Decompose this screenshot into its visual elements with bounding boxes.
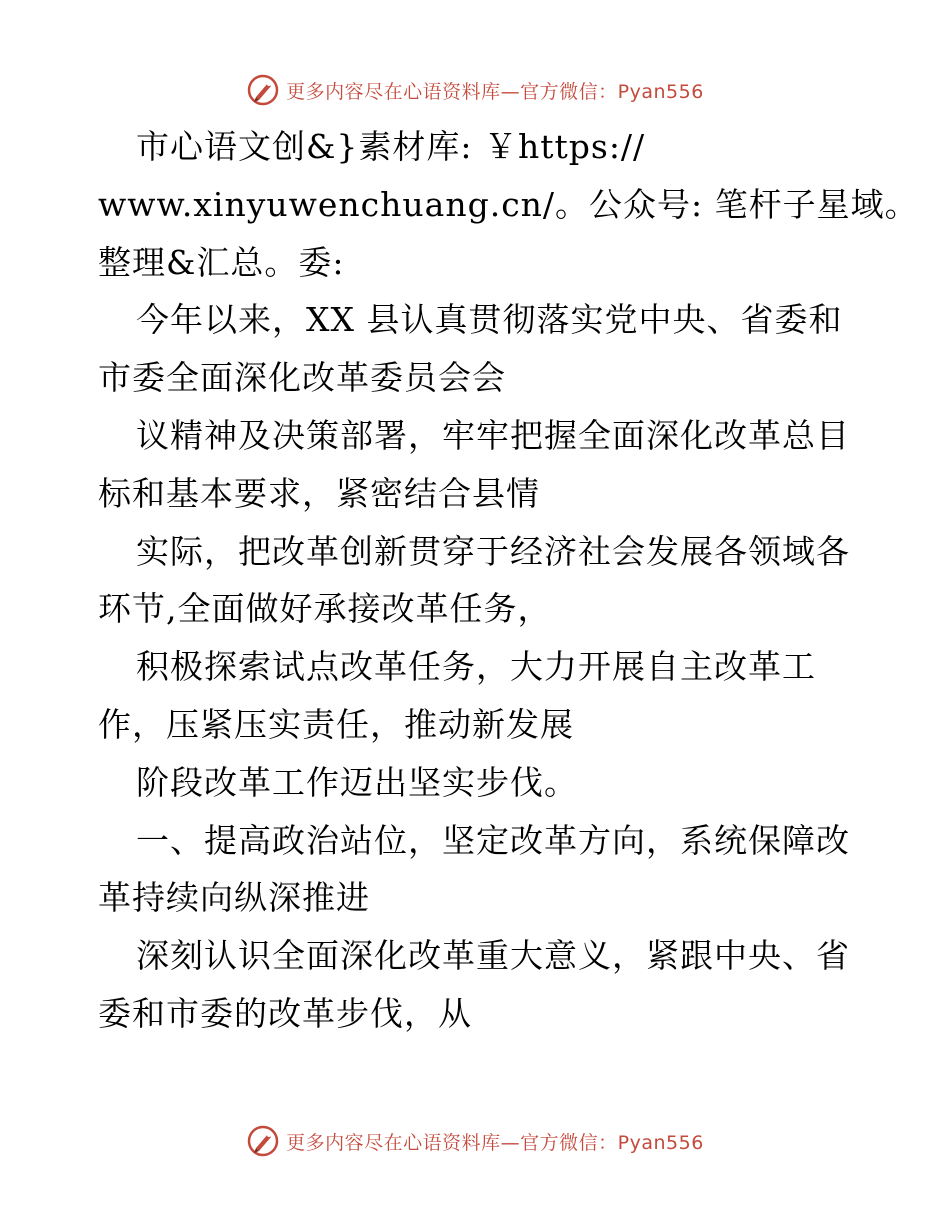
text-line: 今年以来，XX 县认真贯彻落实党中央、省委和	[136, 300, 843, 340]
text-line: 委和市委的改革步伐，从	[98, 993, 472, 1033]
footer-watermark-banner	[0, 1121, 950, 1161]
text-line: 一、提高政治站位，坚定改革方向，系统保障改	[136, 820, 850, 860]
header-watermark-banner	[0, 70, 950, 110]
banner-text: 更多内容尽在心语资料库—官方微信：Pyan556	[286, 1131, 704, 1154]
text-line: 整理&汇总。委:	[98, 242, 345, 282]
text-line: 阶段改革工作迈出坚实步伐。	[136, 762, 578, 802]
pen-logo-icon	[246, 1124, 280, 1158]
text-line: 环节,全面做好承接改革任务，	[98, 589, 552, 629]
text-line: 市委全面深化改革委员会会	[98, 358, 506, 398]
text-line: 革持续向纵深推进	[98, 878, 370, 918]
text-line: 市心语文创&}素材库: ￥https://	[136, 127, 646, 166]
text-line: 积极探索试点改革任务，大力开展自主改革工	[136, 647, 816, 687]
text-line: 实际，把改革创新贯穿于经济社会发展各领域各	[136, 531, 850, 571]
text-line: 标和基本要求，紧密结合县情	[98, 473, 540, 513]
text-line: 作，压紧压实责任，推动新发展	[98, 704, 574, 744]
document-body	[98, 118, 919, 1043]
pen-logo-icon	[246, 73, 280, 107]
text-line: www.xinyuwenchuang.cn/。公众号: 笔杆子星域。	[98, 184, 919, 224]
text-line: 深刻认识全面深化改革重大意义，紧跟中央、省	[136, 936, 850, 976]
text-line: 议精神及决策部署，牢牢把握全面深化改革总目	[136, 415, 850, 455]
banner-text: 更多内容尽在心语资料库—官方微信：Pyan556	[286, 80, 704, 103]
